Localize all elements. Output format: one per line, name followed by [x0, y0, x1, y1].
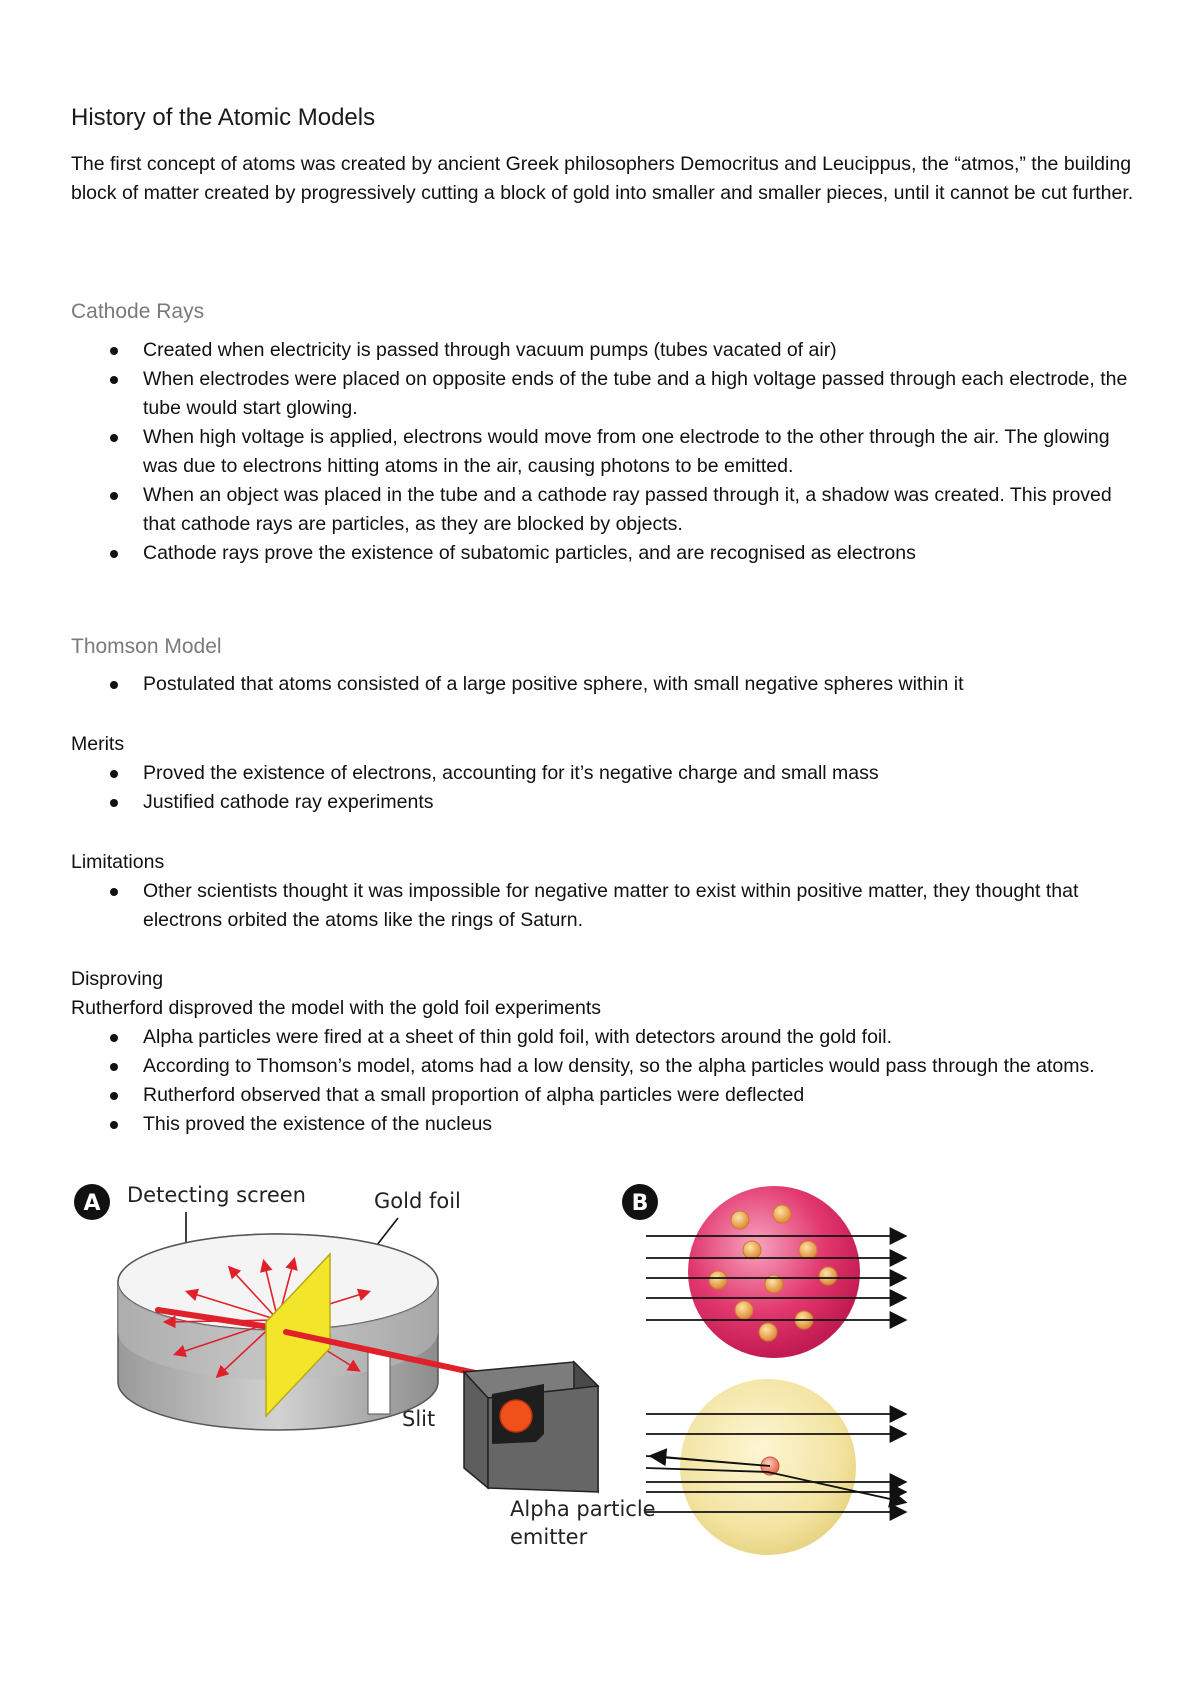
gold-foil-experiment-figure	[68, 1172, 928, 1562]
limitations-list	[71, 877, 1141, 935]
slit-opening	[368, 1352, 390, 1414]
intro-paragraph: The first concept of atoms was created by ancient Greek philosophers Democritus and Leucippus, the “atmos,” the building block of matter created by progressively cutting a block of gold into smaller and smaller pieces, until it cannot be cut further.	[71, 153, 1134, 204]
disproving-list	[71, 1023, 1141, 1139]
rutherford-atom-sphere	[680, 1379, 856, 1555]
cathode-rays-heading: Cathode Rays	[71, 300, 205, 323]
list-item: Other scientists thought it was impossible for negative matter to exist within positive matter, they thought that electrons orbited the atoms like the rings of Saturn.	[71, 877, 1141, 935]
detecting-screen-label: Detecting screen	[127, 1183, 306, 1207]
disproving-label: Disproving	[71, 968, 164, 990]
merits-label: Merits	[71, 733, 125, 755]
cathode-rays-list	[71, 336, 1141, 568]
emitter-label-line2: emitter	[510, 1525, 588, 1549]
list-item: This proved the existence of the nucleus	[71, 1110, 1141, 1139]
list-item: Justified cathode ray experiments	[71, 788, 1141, 817]
limitations-label: Limitations	[71, 851, 165, 873]
thomson-model-heading: Thomson Model	[71, 635, 222, 658]
emitter-label-line1: Alpha particle	[510, 1497, 656, 1521]
document-title: History of the Atomic Models	[71, 104, 376, 131]
list-item: Proved the existence of electrons, accounting for it’s negative charge and small mass	[71, 759, 1141, 788]
list-item: When electrodes were placed on opposite ends of the tube and a high voltage passed through each electrode, the tube would start glowing.	[71, 365, 1141, 423]
list-item: When an object was placed in the tube and a cathode ray passed through it, a shadow was created. This proved that cathode rays are particles, as they are blocked by objects.	[71, 481, 1141, 539]
gold-foil-label: Gold foil	[374, 1189, 461, 1213]
disproving-intro: Rutherford disproved the model with the gold foil experiments	[71, 997, 602, 1019]
figure-svg	[68, 1172, 928, 1562]
list-item: According to Thomson’s model, atoms had a low density, so the alpha particles would pass through the atoms.	[71, 1052, 1141, 1081]
list-item: Postulated that atoms consisted of a large positive sphere, with small negative spheres within it	[71, 670, 1141, 699]
thomson-atom-sphere	[688, 1186, 860, 1358]
thomson-list	[71, 670, 1141, 699]
list-item: Alpha particles were fired at a sheet of thin gold foil, with detectors around the gold foil.	[71, 1023, 1141, 1052]
alpha-emitter-box	[464, 1362, 598, 1492]
badge-b-label: B	[631, 1191, 649, 1216]
list-item: When high voltage is applied, electrons would move from one electrode to the other through the air. The glowing was due to electrons hitting atoms in the air, causing photons to be emitted.	[71, 423, 1141, 481]
slit-label: Slit	[402, 1407, 436, 1431]
list-item: Cathode rays prove the existence of subatomic particles, and are recognised as electrons	[71, 539, 1141, 568]
badge-a-label: A	[83, 1191, 101, 1216]
list-item: Created when electricity is passed through vacuum pumps (tubes vacated of air)	[71, 336, 1141, 365]
list-item: Rutherford observed that a small proportion of alpha particles were deflected	[71, 1081, 1141, 1110]
merits-list	[71, 759, 1141, 817]
radioactive-source-icon	[500, 1400, 532, 1432]
